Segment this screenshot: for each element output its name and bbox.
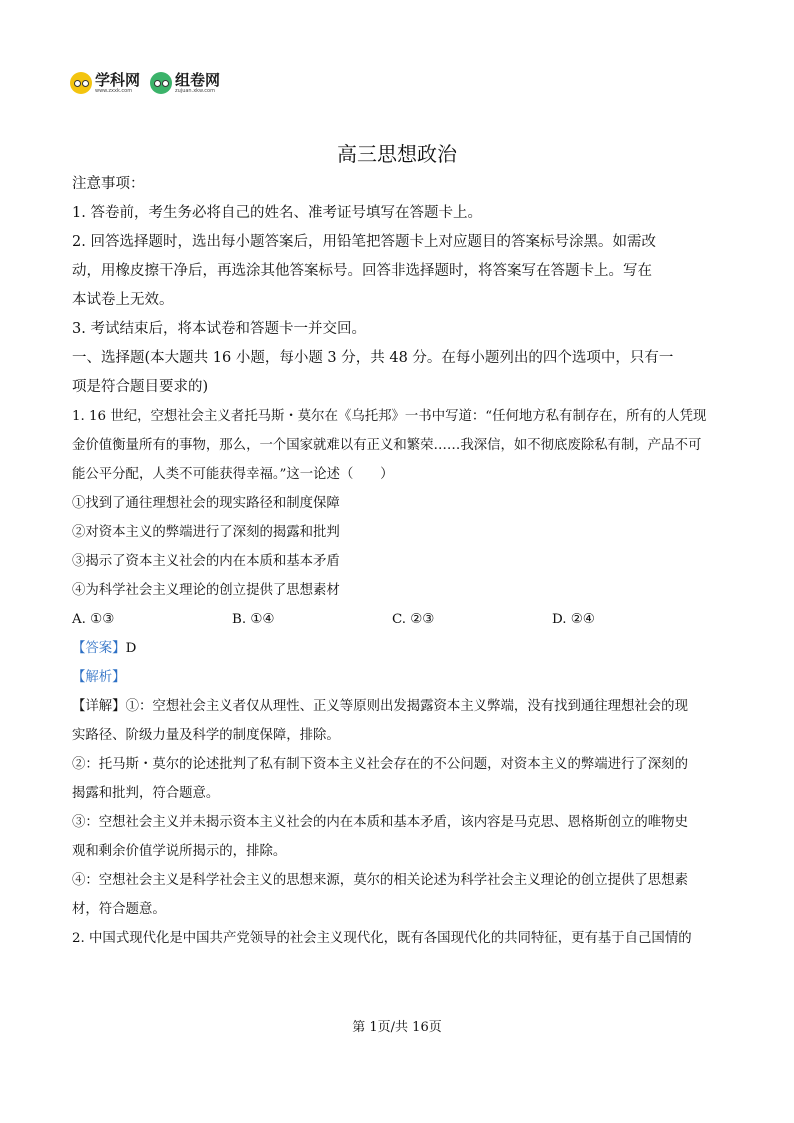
notice-item-3: 3. 考试结束后，将本试卷和答题卡一并交回。 bbox=[72, 321, 366, 337]
explanation-4-line-2: 材，符合题意。 bbox=[72, 902, 166, 917]
section-heading-line-1: 一、选择题(本大题共 16 小题，每小题 3 分，共 48 分。在每小题列出的四个选项中，只有一 bbox=[72, 350, 674, 366]
notice-heading: 注意事项： bbox=[72, 176, 145, 192]
logo-url: zujuan.xkw.com bbox=[175, 87, 215, 94]
detail-tag: 【详解】 bbox=[72, 699, 126, 714]
question-1-options bbox=[72, 605, 712, 634]
page-footer: 第 1页/共 16页 bbox=[352, 1020, 442, 1035]
page-title: 高三思想政治 bbox=[337, 142, 457, 166]
option-c: C. ②③ bbox=[392, 612, 435, 627]
section-heading-line-2: 项是符合题目要求的) bbox=[72, 379, 209, 395]
explanation-2-line-2: 揭露和批判，符合题意。 bbox=[72, 786, 220, 801]
answer-tag: 【答案】 bbox=[72, 641, 126, 656]
statement-3: ③揭示了资本主义社会的内在本质和基本矛盾 bbox=[72, 554, 340, 569]
option-b: B. ①④ bbox=[232, 612, 275, 627]
logo-xuekewang bbox=[70, 72, 140, 94]
explanation-3-line-2: 观和剩余价值学说所揭示的，排除。 bbox=[72, 844, 287, 859]
explanation-2-line-1: ②：托马斯・莫尔的论述批判了私有制下资本主义社会存在的不公问题，对资本主义的弊端进行了深刻的 bbox=[72, 757, 688, 772]
logo-name: 学科网 bbox=[95, 70, 141, 89]
analysis-line bbox=[72, 663, 712, 692]
option-a: A. ①③ bbox=[72, 612, 115, 627]
question-1-stem-line-3: 能公平分配，人类不可能获得幸福。”这一论述（ ） bbox=[72, 467, 394, 482]
statement-2: ②对资本主义的弊端进行了深刻的揭露和批判 bbox=[72, 525, 340, 540]
question-1-stem-line-2: 金价值衡量所有的事物，那么，一个国家就难以有正义和繁荣……我深信，如不彻底废除私有制，产品不可 bbox=[72, 438, 702, 453]
notice-item-2-line-3: 本试卷上无效。 bbox=[72, 292, 174, 308]
option-d: D. ②④ bbox=[552, 612, 595, 627]
explanation-3-line-1: ③：空想社会主义并未揭示资本主义社会的内在本质和基本矛盾，该内容是马克思、恩格斯创立的唯物史 bbox=[72, 815, 688, 830]
question-2-stem-line-1: 2. 中国式现代化是中国共产党领导的社会主义现代化，既有各国现代化的共同特征，更有基于自己国情的 bbox=[72, 931, 692, 946]
analysis-tag: 【解析】 bbox=[72, 670, 126, 685]
statement-1: ①找到了通往理想社会的现实路径和制度保障 bbox=[72, 496, 340, 511]
notice-item-2-line-1: 2. 回答选择题时，选出每小题答案后，用铅笔把答题卡上对应题目的答案标号涂黑。如需改 bbox=[72, 234, 656, 250]
header-logos bbox=[70, 66, 220, 100]
logo-name: 组卷网 bbox=[175, 70, 221, 89]
logo-zujuanwang bbox=[150, 72, 220, 94]
owl-mascot-icon bbox=[150, 72, 172, 94]
statement-4: ④为科学社会主义理论的创立提供了思想素材 bbox=[72, 583, 340, 598]
explanation-1-line-2: 实路径、阶级力量及科学的制度保障，排除。 bbox=[72, 728, 340, 743]
document-body bbox=[72, 170, 712, 953]
answer-value: D bbox=[125, 641, 137, 656]
notice-item-2-line-2: 动，用橡皮擦干净后，再选涂其他答案标号。回答非选择题时，将答案写在答题卡上。写在 bbox=[72, 263, 652, 279]
owl-mascot-icon bbox=[70, 72, 92, 94]
explanation-1-line-1 bbox=[72, 692, 712, 721]
explanation-4-line-1: ④：空想社会主义是科学社会主义的思想来源，莫尔的相关论述为科学社会主义理论的创立提供了思想素 bbox=[72, 873, 688, 888]
answer-line bbox=[72, 634, 712, 663]
notice-item-1: 1. 答卷前，考生务必将自己的姓名、准考证号填写在答题卡上。 bbox=[72, 205, 482, 221]
explanation-1-text: ①：空想社会主义者仅从理性、正义等原则出发揭露资本主义弊端，没有找到通往理想社会的现 bbox=[125, 699, 688, 714]
question-1-stem-line-1: 1. 16 世纪，空想社会主义者托马斯・莫尔在《乌托邦》一书中写道：“任何地方私有制存在，所有的人凭现 bbox=[72, 409, 707, 424]
logo-url: www.zxxk.com bbox=[95, 87, 133, 94]
